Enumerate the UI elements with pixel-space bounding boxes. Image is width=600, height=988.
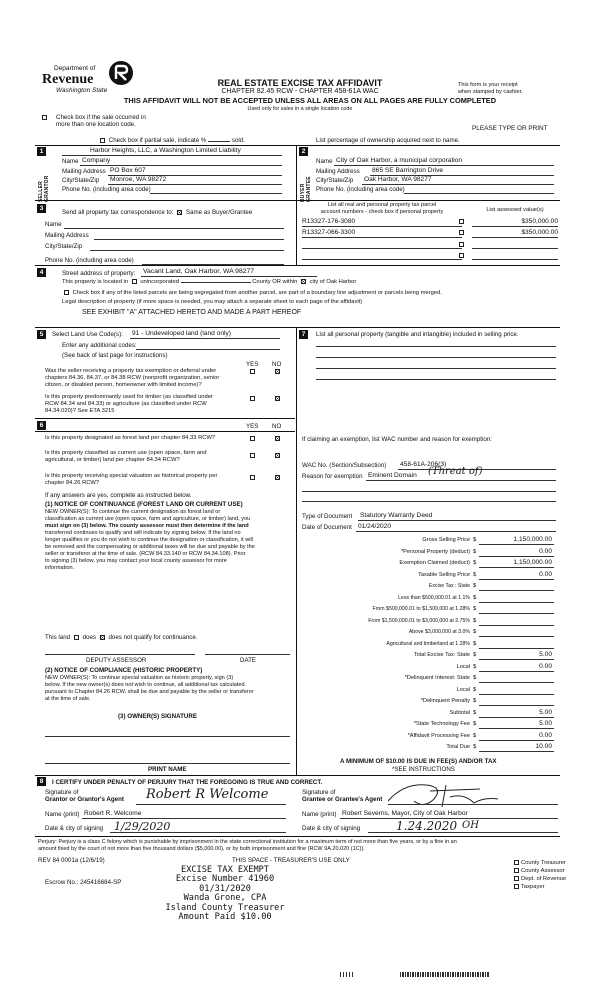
seller-mail-field[interactable]: PO Box 607 bbox=[110, 167, 146, 174]
doc-date-field[interactable]: 01/24/2020 bbox=[358, 523, 392, 530]
tax-row-line bbox=[479, 590, 554, 591]
form-title: REAL ESTATE EXCISE TAX AFFIDAVIT bbox=[217, 78, 383, 88]
street-field[interactable]: Vacant Land, Oak Harbor, WA 98277 bbox=[143, 268, 255, 275]
tax-row-line bbox=[479, 694, 554, 695]
parcel-row-2 bbox=[302, 229, 558, 237]
location-row bbox=[62, 279, 356, 286]
personal-property-checkbox[interactable] bbox=[459, 230, 464, 235]
ownership-note: List percentage of ownership acquired next to name. bbox=[316, 137, 460, 144]
tax-row-line bbox=[479, 556, 554, 557]
buyer-mail-label: Mailing Address bbox=[316, 168, 360, 175]
partial-sale-checkbox[interactable] bbox=[100, 138, 105, 143]
segregated-checkbox[interactable] bbox=[64, 290, 69, 295]
s6-q3-line1: Is this property receiving special valuation as historical property per bbox=[45, 473, 218, 479]
city-checkbox[interactable] bbox=[301, 279, 306, 284]
grantor-sig-label-2: Grantor or Grantor's Agent bbox=[45, 796, 124, 803]
buyer-side-label: BUYER GRANTEE bbox=[300, 176, 312, 202]
parcel-header-1: List all real and personal property tax parcel bbox=[327, 202, 437, 208]
tax-row-dollar: $ bbox=[473, 537, 477, 543]
dept-line3: Washington State bbox=[56, 87, 108, 94]
tax-row-label: *Affidavit Processing Fee bbox=[407, 732, 470, 739]
reason-field[interactable]: Eminent Domain bbox=[368, 472, 417, 479]
this-land-label: This land bbox=[45, 634, 71, 641]
tax-row-value[interactable]: 0.00 bbox=[539, 731, 552, 739]
tax-row-line bbox=[479, 613, 554, 614]
buyer-city-label: City/State/Zip bbox=[316, 177, 354, 184]
personal-property-checkbox[interactable] bbox=[459, 219, 464, 224]
s5-q2-yes-checkbox[interactable] bbox=[250, 396, 255, 401]
buyer-name-label: Name bbox=[316, 158, 333, 165]
tax-row-label: Subtotal bbox=[449, 709, 470, 716]
exhibit-reference: SEE EXHIBIT "A" ATTACHED HERETO AND MADE A PART HEREOF bbox=[82, 309, 302, 316]
unincorporated-checkbox[interactable] bbox=[132, 279, 137, 284]
does-label: does bbox=[82, 634, 96, 641]
tax-row-dollar: $ bbox=[473, 675, 477, 681]
grantor-date-field[interactable]: 1/29/2020 bbox=[114, 820, 171, 833]
land-use-label: Select Land Use Code(s): bbox=[52, 331, 123, 338]
dist-county-treasurer: County Treasurer bbox=[521, 860, 566, 866]
tax-row-line bbox=[479, 602, 554, 603]
tax-row-dollar: $ bbox=[473, 606, 477, 612]
tax-row-line bbox=[479, 544, 554, 545]
tax-row-label: Total Due bbox=[446, 744, 470, 750]
s6-q3-yes-checkbox[interactable] bbox=[250, 475, 255, 480]
perjury-notice-2: amount fixed by the court of not more than five thousand dollars ($5,000.00), or by both imprisonment and fine (RCW 9A.20.020 (1C)). bbox=[38, 846, 365, 852]
buyer-mail-field[interactable]: 865 SE Barrington Drive bbox=[372, 167, 444, 174]
tax-row-dollar: $ bbox=[473, 698, 477, 704]
tax-row-label: *Delinquent Penalty bbox=[420, 698, 470, 704]
segregated-row bbox=[62, 290, 442, 297]
continuance-text-8: to signing (3) below, you may contact your local county assessor for more bbox=[45, 558, 227, 564]
perjury-notice-1: Perjury: Perjury is a class C felony which is punishable by imprisonment in the state correctional institution for a maximum term of not more than five years, or by a fine in an bbox=[38, 839, 457, 845]
seller-mail-label: Mailing Address bbox=[62, 168, 106, 175]
tax-row-value[interactable]: 5.00 bbox=[539, 720, 552, 727]
tax-row-label: Local bbox=[456, 663, 470, 670]
doc-date-label: Date of Document bbox=[302, 524, 352, 531]
tax-row-value[interactable]: 10.00 bbox=[535, 743, 552, 750]
s3-mail-label: Mailing Address bbox=[45, 232, 89, 239]
continuance-text-6: be removed and the compensating or additional taxes will be due and payable by the bbox=[45, 544, 255, 550]
tax-row-label: *Personal Property (deduct) bbox=[400, 548, 470, 555]
continuance-text-5: longer qualifies or you do not wish to continue the designation or classification, it will bbox=[45, 537, 254, 543]
does-not-label: does not qualify for continuance. bbox=[108, 634, 198, 641]
escrow-value: 245416684-SP bbox=[80, 879, 122, 886]
warning-banner: THIS AFFIDAVIT WILL NOT BE ACCEPTED UNLESS ALL AREAS ON ALL PAGES ARE FULLY COMPLETED bbox=[123, 96, 497, 105]
exemption-header: If claiming an exemption, list WAC number and reason for exemption: bbox=[302, 436, 492, 443]
s5-q1-no-checkbox[interactable] bbox=[275, 369, 280, 374]
seller-city-label: City/State/Zip bbox=[62, 177, 100, 184]
deputy-date-label: DATE bbox=[240, 657, 257, 664]
please-type: PLEASE TYPE OR PRINT bbox=[472, 125, 548, 132]
tax-row-dollar: $ bbox=[473, 640, 477, 647]
continuance-text-4: transferred continues to qualify and will indicate by signing below. If the land no bbox=[45, 530, 241, 536]
deputy-assessor-label: DEPUTY ASSESSOR bbox=[86, 657, 147, 664]
s6-q2-no-checkbox[interactable] bbox=[275, 453, 280, 458]
tax-row-label: Taxable Selling Price bbox=[418, 571, 470, 578]
tax-row-dollar: $ bbox=[473, 617, 477, 624]
tax-row-dollar: $ bbox=[473, 686, 477, 693]
land-use-field[interactable]: 91 - Undeveloped land (land only) bbox=[132, 330, 231, 337]
section-2-number: 2 bbox=[299, 147, 308, 156]
grantee-city-field[interactable]: OH bbox=[462, 820, 479, 831]
parcel-row-1 bbox=[302, 218, 558, 226]
tax-row-line bbox=[479, 728, 554, 729]
multi-location-label-2: more than one location code. bbox=[56, 121, 136, 128]
tax-row-value[interactable]: 5.00 bbox=[539, 651, 552, 658]
same-as-buyer-label: Same as Buyer/Grantee bbox=[185, 209, 253, 216]
county-or-within-label: County OR within bbox=[252, 279, 298, 286]
does-not-qualify-checkbox[interactable] bbox=[100, 635, 105, 640]
tax-row-line bbox=[479, 717, 554, 718]
form-revision: REV 84 0001a (12/6/19) bbox=[38, 857, 105, 864]
tax-row-dollar: $ bbox=[473, 571, 477, 578]
barcode bbox=[400, 972, 490, 977]
s6-q1-no-checkbox[interactable] bbox=[275, 436, 280, 441]
s3-phone-label: Phone No. (including area code) bbox=[45, 257, 134, 264]
dept-line2: Revenue bbox=[42, 72, 94, 87]
qualify-row bbox=[45, 634, 198, 641]
personal-property-checkbox[interactable] bbox=[459, 242, 464, 247]
grantor-date-label: Date & city of signing bbox=[45, 825, 104, 832]
tax-row-dollar: $ bbox=[473, 560, 477, 566]
assessed-value[interactable]: $350,000.00 bbox=[521, 229, 558, 236]
dist-dept-revenue: Dept. of Revenue bbox=[521, 876, 567, 882]
doc-type-field[interactable]: Statutory Warranty Deed bbox=[360, 512, 433, 519]
tax-row-label: From $1,500,000.01 to $3,000,000 at 2.75% bbox=[368, 617, 470, 624]
send-correspondence-label: Send all property tax correspondence to: bbox=[62, 209, 174, 216]
does-qualify-checkbox[interactable] bbox=[74, 635, 79, 640]
grantor-name-field[interactable]: Robert R. Welcome bbox=[84, 810, 142, 817]
personal-property-checkbox[interactable] bbox=[459, 253, 464, 258]
segregated-label: Check box if any of the listed parcels are being segregated from another parcel, are part of a boundary line adjustment or parcels being merged. bbox=[72, 290, 442, 297]
s6-q3-no-checkbox[interactable] bbox=[275, 475, 280, 480]
stamp-line-2: Excise Number 41960 bbox=[175, 874, 275, 885]
s5-q2-no-checkbox[interactable] bbox=[275, 396, 280, 401]
stamp-line-1: EXCISE TAX EXEMPT bbox=[181, 865, 269, 875]
tax-row-line bbox=[479, 648, 554, 649]
s5-q1-line2: chapters 84.36, 84.37, or 84.38 RCW (nonprofit organization, senior bbox=[45, 375, 220, 381]
certify-statement: I CERTIFY UNDER PENALTY OF PERJURY THAT THE FOREGOING IS TRUE AND CORRECT. bbox=[52, 779, 323, 786]
location-label: This property is located in bbox=[62, 279, 129, 286]
s3-name-label: Name bbox=[45, 221, 62, 228]
section-1-number: 1 bbox=[37, 147, 46, 156]
tax-row-dollar: $ bbox=[473, 629, 477, 635]
s3-city-label: City/State/Zip bbox=[45, 243, 83, 250]
assessed-header: List assessed value(s) bbox=[486, 207, 544, 213]
seller-name-label: Name bbox=[62, 158, 79, 165]
tax-row-line bbox=[479, 705, 554, 706]
receipt-note-1: This form is your receipt bbox=[458, 82, 518, 88]
tax-row-value[interactable]: 1,150,000.00 bbox=[513, 559, 552, 566]
escrow-label: Escrow No.: bbox=[45, 879, 79, 886]
dist-checkbox[interactable] bbox=[514, 868, 519, 873]
section-7-number: 7 bbox=[299, 330, 308, 339]
tax-row-label: Excise Tax : State bbox=[428, 583, 470, 589]
s6-q2-line2: agricultural, or timber) land per chapter 84.34 RCW? bbox=[45, 457, 180, 463]
parcel-number[interactable]: R13327-176-3080 bbox=[302, 218, 356, 225]
tax-row-label: Total Excise Tax: State bbox=[413, 652, 470, 658]
tax-row-line bbox=[479, 659, 554, 660]
section-8-number: 8 bbox=[37, 777, 46, 786]
s5-q2-line1: Is this property predominantly used for timber (as classified under bbox=[45, 394, 213, 400]
stamp-line-6: Amount Paid $10.00 bbox=[178, 912, 272, 923]
continuance-header: (1) NOTICE OF CONTINUANCE (FOREST LAND OR CURRENT USE) bbox=[45, 501, 243, 508]
historic-text-3: pursuant to Chapter 84.26 RCW, shall be due and payable by the seller or transferor bbox=[45, 689, 254, 695]
grantee-date-field[interactable]: 1.24.2020 bbox=[396, 819, 458, 833]
grantor-name-label: Name (print) bbox=[45, 811, 80, 818]
dor-logo bbox=[42, 60, 112, 96]
s6-yes-header: YES bbox=[246, 423, 259, 430]
parcel-header-2: account numbers - check box if personal property bbox=[320, 209, 444, 215]
escrow-row bbox=[45, 879, 121, 886]
tax-row-label: From $500,000.01 to $1,500,000 at 1.28% bbox=[372, 606, 470, 612]
doc-type-label: Type of Document bbox=[302, 513, 353, 520]
grantee-sig-label-2: Grantee or Grantee's Agent bbox=[302, 796, 383, 803]
tax-row-label: Gross Selling Price bbox=[422, 537, 470, 543]
additional-codes-label: Enter any additional codes: bbox=[62, 342, 137, 349]
s5-no-header: NO bbox=[272, 361, 282, 368]
tax-row-dollar: $ bbox=[473, 594, 477, 601]
tax-row-value[interactable]: 1,150,000.00 bbox=[513, 536, 552, 543]
historic-text-4: at the time of sale. bbox=[45, 696, 91, 702]
s5-q2-line2: RCW 84.34 and 84.33) or agriculture (as classified under RCW bbox=[45, 401, 207, 407]
if-yes-note: If any answers are yes, complete as instructed below. bbox=[45, 492, 192, 499]
tax-row-dollar: $ bbox=[473, 732, 477, 739]
s5-yes-header: YES bbox=[246, 361, 259, 368]
partial-sale-sold: sold. bbox=[231, 137, 245, 144]
tax-row-label: Exemption Claimed (deduct) bbox=[399, 560, 470, 566]
distribution-list bbox=[512, 859, 566, 891]
section-5-number: 5 bbox=[37, 330, 46, 339]
grantor-sig-label-1: Signature of bbox=[45, 789, 79, 796]
partial-sale-label: Check box if partial sale, indicate % bbox=[108, 137, 207, 144]
tax-row-line bbox=[479, 671, 554, 672]
dist-checkbox[interactable] bbox=[514, 884, 519, 889]
tax-row-value[interactable]: 5.00 bbox=[539, 708, 552, 716]
tax-row-dollar: $ bbox=[473, 663, 477, 670]
grantee-name-field[interactable]: Robert Severns, Mayor, City of Oak Harbor bbox=[342, 810, 468, 817]
seller-name-field[interactable]: Company bbox=[82, 157, 111, 164]
same-as-buyer-checkbox[interactable] bbox=[177, 210, 182, 215]
assessed-value[interactable]: $350,000.00 bbox=[521, 218, 558, 225]
s6-q2-yes-checkbox[interactable] bbox=[250, 453, 255, 458]
tax-row-line bbox=[479, 579, 554, 580]
receipt-note-2: when stamped by cashier. bbox=[458, 89, 523, 95]
continuance-text-3: must sign on (3) below. The county assessor must then determine if the land bbox=[45, 523, 249, 529]
seller-name-line1: Harbor Heights, LLC, a Washington Limited Liability bbox=[90, 147, 241, 154]
send-correspondence-row bbox=[62, 209, 252, 216]
s5-q1-yes-checkbox[interactable] bbox=[250, 369, 255, 374]
reason-handwritten: (Threat of) bbox=[428, 466, 483, 477]
treasurer-stamp bbox=[150, 866, 300, 923]
reason-label: Reason for exemption bbox=[302, 473, 363, 480]
city-label: city of Oak Harbor bbox=[309, 279, 357, 286]
s5-q1-line1: Was the seller receiving a property tax exemption or deferral under bbox=[45, 368, 217, 374]
stamp-line-5: Island County Treasurer bbox=[165, 902, 285, 913]
s5-q1-line3: citizen, or disabled person, homeowner with limited income)? bbox=[45, 382, 202, 388]
unincorporated-label: unincorporated bbox=[140, 279, 179, 286]
tax-row-label: Above $3,000,000 at 3.0% bbox=[408, 629, 470, 635]
parcel-number[interactable]: R13327-066-3300 bbox=[302, 229, 356, 236]
tax-row-label: Agricultural and timberland at 1.28% bbox=[386, 640, 470, 647]
tax-row-dollar: $ bbox=[473, 744, 477, 750]
stamp-line-4: Wanda Grone, CPA bbox=[183, 893, 267, 904]
tax-row-dollar: $ bbox=[473, 548, 477, 555]
multi-location-label-1: Check box if the sale occurred in bbox=[56, 114, 146, 121]
historic-header: (2) NOTICE OF COMPLIANCE (HISTORIC PROPERTY) bbox=[45, 667, 203, 674]
tax-row-value[interactable]: 0.00 bbox=[539, 570, 552, 578]
continuance-text-1: NEW OWNER(S): To continue the current designation as forest land or bbox=[45, 509, 221, 515]
s6-no-header: NO bbox=[272, 423, 282, 430]
tax-row-line bbox=[479, 567, 554, 568]
continuance-text-2: classification as current use (open space, farm and agriculture, or timber) land, you bbox=[45, 516, 251, 522]
grantor-signature[interactable]: Robert R Welcome bbox=[146, 787, 269, 802]
buyer-name-field[interactable]: City of Oak Harbor, a municipal corporation bbox=[336, 157, 463, 164]
see-instructions-note: *SEE INSTRUCTIONS bbox=[392, 766, 455, 773]
form-subtitle: CHAPTER 82.45 RCW - CHAPTER 458-61A WAC bbox=[221, 88, 379, 95]
print-name-label: PRINT NAME bbox=[148, 766, 187, 773]
grantee-sig-label-1: Signature of bbox=[302, 789, 336, 796]
s6-q1: Is this property designated as forest land per chapter 84.33 RCW? bbox=[45, 435, 216, 441]
barcode-small bbox=[340, 972, 354, 977]
owner-signature-line[interactable] bbox=[45, 736, 290, 737]
dor-logo-icon bbox=[108, 60, 134, 86]
section-6-number: 6 bbox=[37, 421, 46, 430]
grantee-date-label: Date & city of signing bbox=[302, 825, 361, 832]
wac-field[interactable]: 458-61A-206(3) bbox=[400, 461, 447, 468]
tax-row-line bbox=[479, 682, 554, 683]
tax-row-label: Local bbox=[456, 686, 470, 693]
tax-row-line bbox=[479, 751, 554, 752]
treasurer-use-label: THIS SPACE - TREASURER'S USE ONLY bbox=[232, 857, 350, 864]
dist-checkbox[interactable] bbox=[514, 860, 519, 865]
tax-row-label: Less than $500,000.01 at 1.1% bbox=[398, 594, 470, 601]
tax-row-line bbox=[479, 740, 554, 741]
owner-signature-label: (3) OWNER(S) SIGNATURE bbox=[118, 713, 197, 720]
section-4-number: 4 bbox=[37, 268, 46, 277]
seller-phone-label: Phone No. (including area code) bbox=[62, 186, 151, 193]
stamp-line-3: 01/31/2020 bbox=[199, 883, 251, 894]
tax-row-dollar: $ bbox=[473, 709, 477, 716]
s5-q2-line3: 84.34.020)? See ETA 3215 bbox=[45, 408, 115, 414]
continuance-text-9: information. bbox=[45, 565, 75, 571]
used-only-note: Used only for sales in a single location code bbox=[247, 106, 353, 112]
tax-row-line bbox=[479, 636, 554, 637]
dist-taxpayer: Taxpayer bbox=[521, 884, 545, 890]
tax-row-label: *State Technology Fee bbox=[413, 721, 470, 727]
personal-property-label: List all personal property (tangible and intangible) included in selling price. bbox=[316, 331, 519, 338]
street-label: Street address of property: bbox=[62, 270, 136, 277]
s6-q1-yes-checkbox[interactable] bbox=[250, 436, 255, 441]
dist-checkbox[interactable] bbox=[514, 876, 519, 881]
tax-row-value[interactable]: 0.00 bbox=[539, 662, 552, 670]
dept-line1: Department of bbox=[54, 65, 96, 72]
tax-row-dollar: $ bbox=[473, 721, 477, 727]
tax-row-dollar: $ bbox=[473, 652, 477, 658]
s6-q3-line2: chapter 84.26 RCW? bbox=[45, 480, 100, 486]
legal-description-label: Legal description of property (if more space is needed, you may attach a separate sheet to each page of the affidavit) bbox=[62, 299, 363, 305]
historic-text-2: below. If the new owner(s) does not wish to continue, all additional tax calculated bbox=[45, 682, 245, 688]
continuance-text-7: seller or transferor at the time of sale. (RCW 84.33.140 or RCW 84.34.108). Prior bbox=[45, 551, 246, 557]
tax-row-value[interactable]: 0.00 bbox=[539, 547, 552, 555]
see-back-note: (See back of last page for instructions) bbox=[62, 352, 168, 359]
checkbox-icon bbox=[42, 115, 47, 120]
multi-location-checkbox[interactable] bbox=[40, 114, 49, 121]
tax-row-line bbox=[479, 625, 554, 626]
minimum-due-note: A MINIMUM OF $10.00 IS DUE IN FEE(S) AND/OR TAX bbox=[340, 758, 497, 765]
partial-sale-row bbox=[98, 137, 245, 144]
buyer-city-field[interactable]: Oak Harbor, WA 98277 bbox=[364, 176, 432, 183]
tax-row-label: *Delinquent Interest: State bbox=[404, 675, 470, 681]
buyer-phone-label: Phone No. (including area code) bbox=[316, 186, 405, 193]
seller-city-field[interactable]: Monroe, WA 98272 bbox=[110, 176, 167, 183]
s6-q2-line1: Is this property classified as current use (open space, farm and bbox=[45, 450, 207, 456]
grantee-name-label: Name (print) bbox=[302, 811, 337, 818]
tax-row-dollar: $ bbox=[473, 583, 477, 589]
section-3-number: 3 bbox=[37, 204, 46, 213]
dist-county-assessor: County Assessor bbox=[521, 868, 565, 874]
wac-label: WAC No. (Section/Subsection) bbox=[302, 462, 387, 469]
grantee-signature[interactable] bbox=[384, 779, 504, 811]
seller-side-label: SELLER GRANTOR bbox=[38, 175, 50, 202]
historic-text-1: NEW OWNER(S): To continue special valuation as historic property, sign (3) bbox=[45, 675, 234, 681]
